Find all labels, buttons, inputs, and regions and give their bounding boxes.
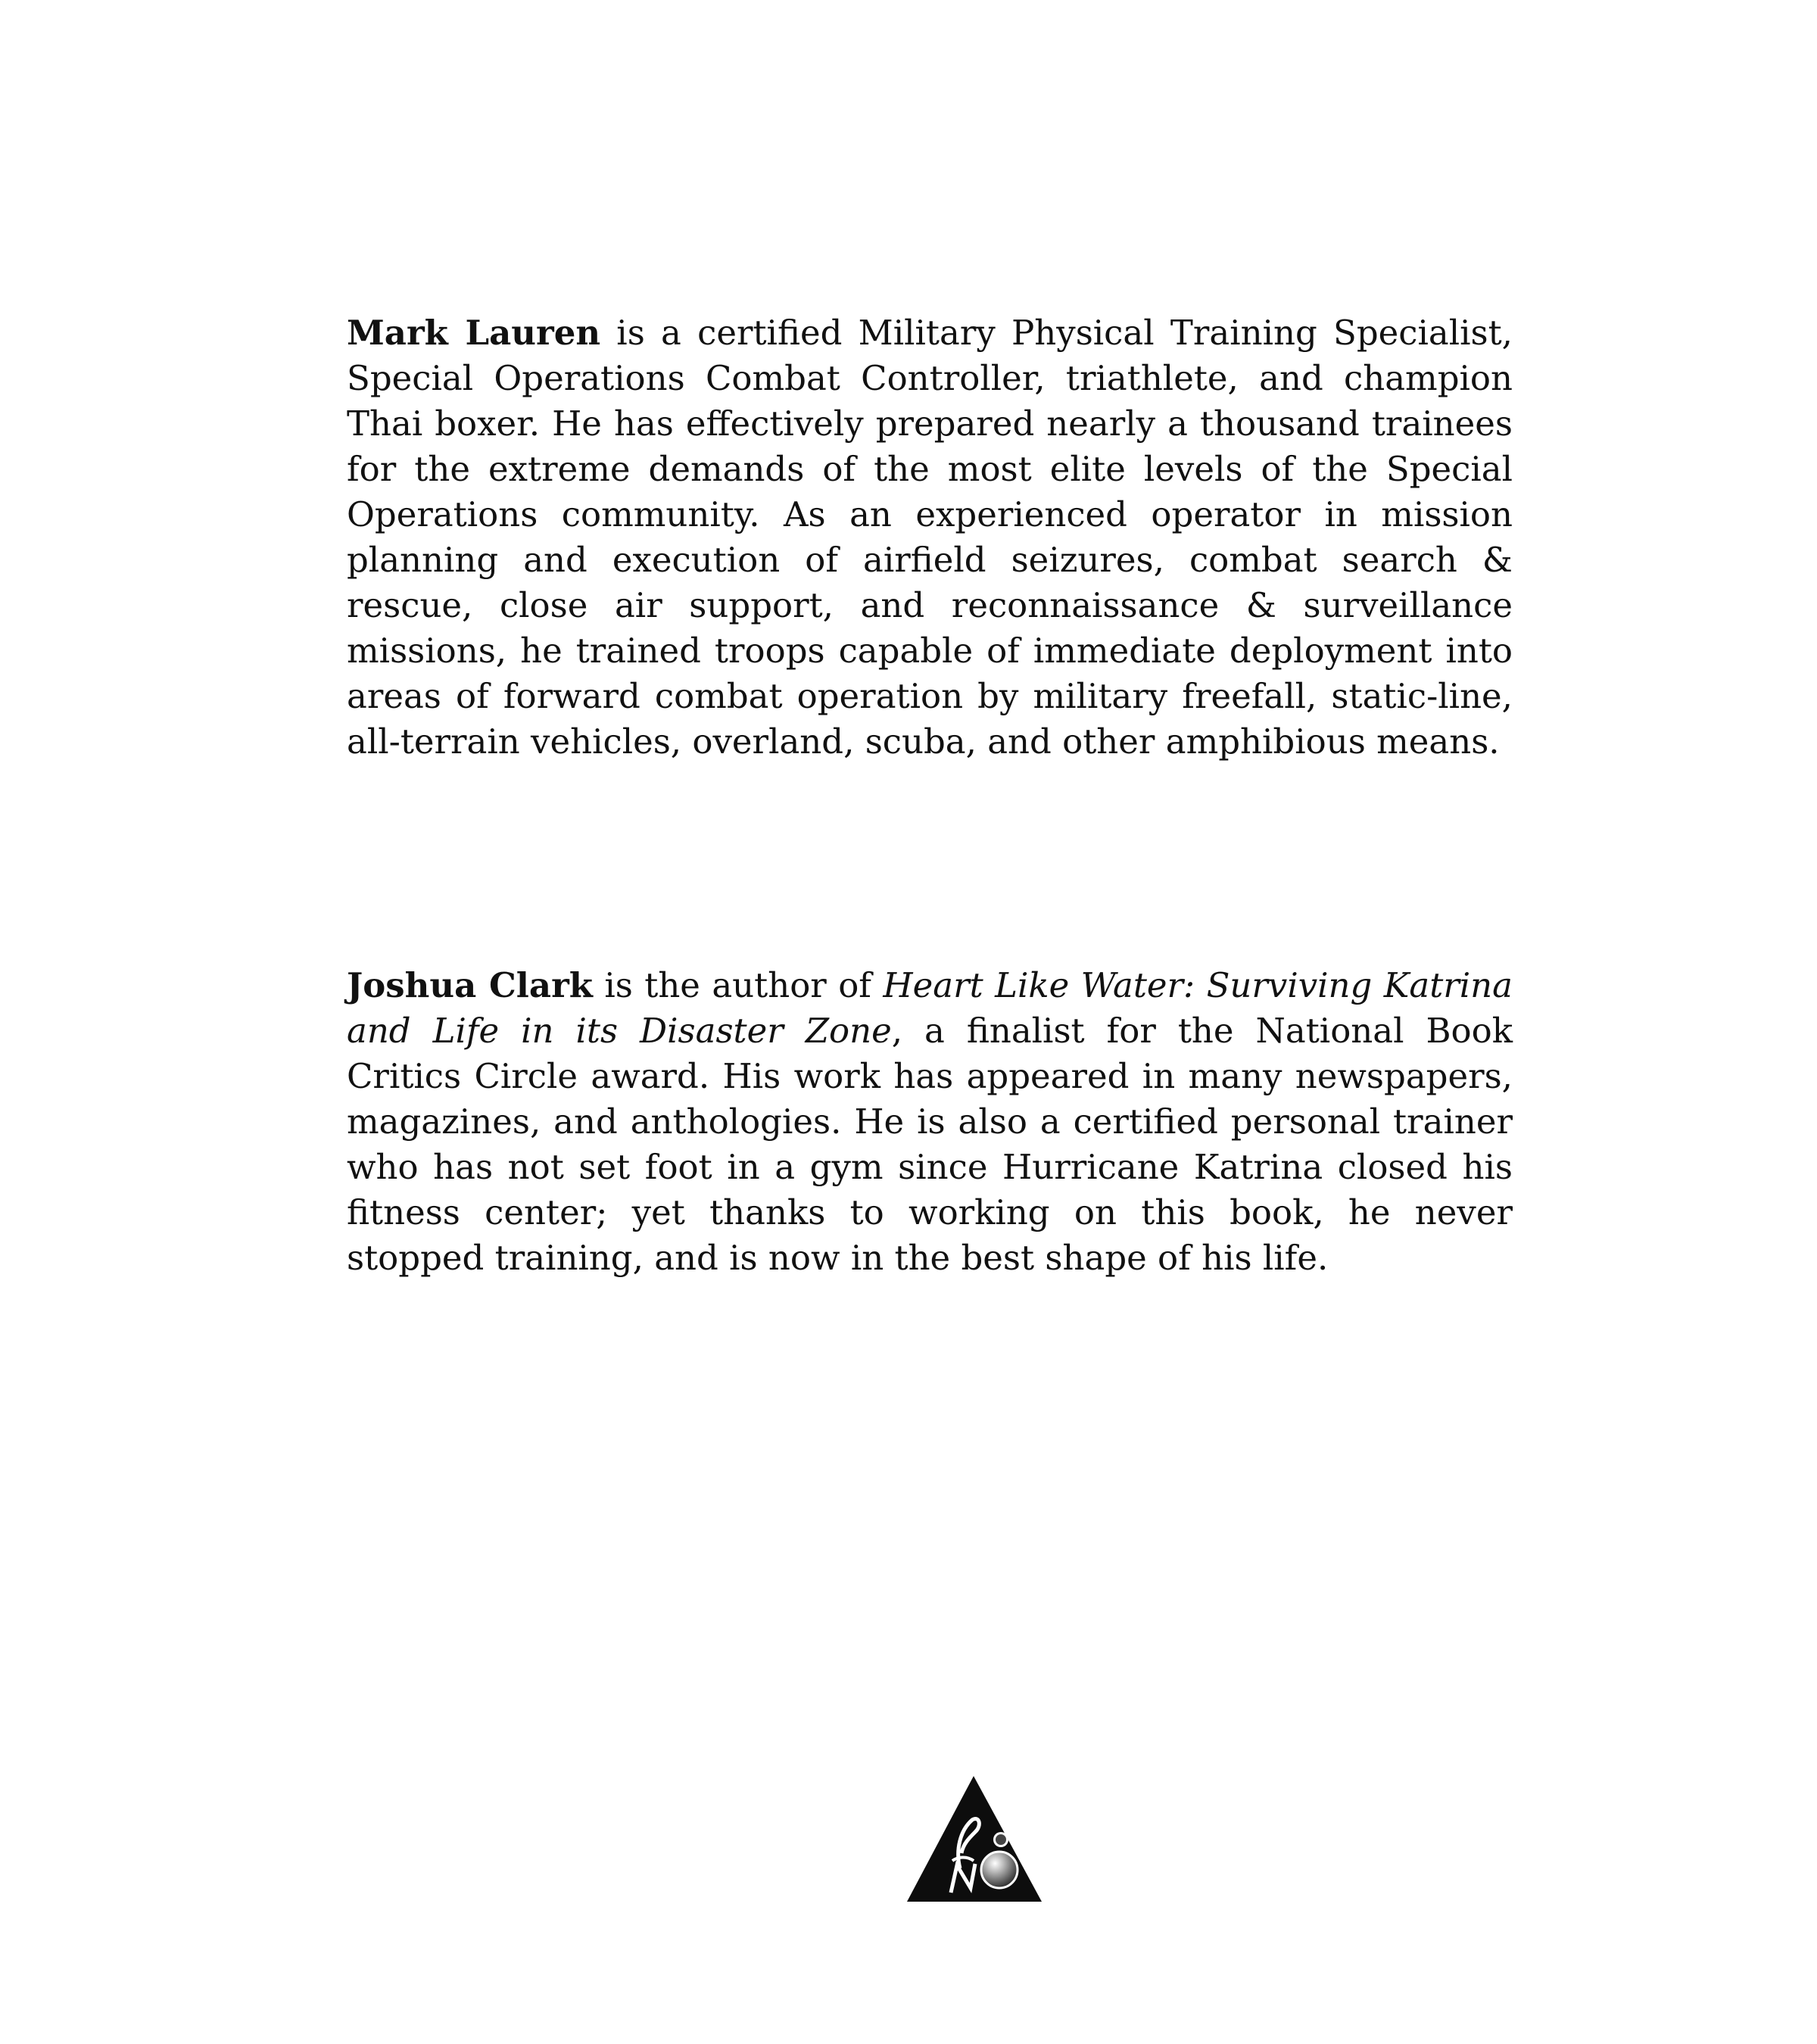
author-name: Joshua Clark [347,965,593,1005]
bio-text: , a finalist for the National Book Critics Circle award. His work has appeared in many newspapers, magazines, and anthologies. He is also a certified personal trainer who has not set foot in a gym since Hurricane Katrina closed his fitness center; yet thanks to working on this book, he never stopped training, and is now in the best shape of his life. [347,1011,1513,1278]
bio-text: is a certified Military Physical Training Specialist, Special Operations Combat Controller, triathlete, and champion Thai boxer. He has effectively prepared nearly a thousand trainees for the extreme demands of the most elite levels of the Special Operations community. As an experienced operator in mission planning and execution of airfield seizures, combat search & rescue, close air support, and reconnaissance & surveillance missions, he trained troops capable of immediate deployment into areas of forward combat operation by military freefall, static-line, all-terrain vehicles, overland, scuba, and other amphibious means. [347,313,1513,762]
book-title: Heart Like Water: Surviving Katrina and Life in its Disaster Zone [347,965,1513,1051]
publisher-triangle-logo-icon [907,1771,1051,1908]
author-name: Mark Lauren [347,313,601,353]
author-bio-joshua-clark [347,963,1513,1281]
bio-text: is the author of [592,965,884,1005]
author-bio-mark-lauren [347,310,1513,765]
